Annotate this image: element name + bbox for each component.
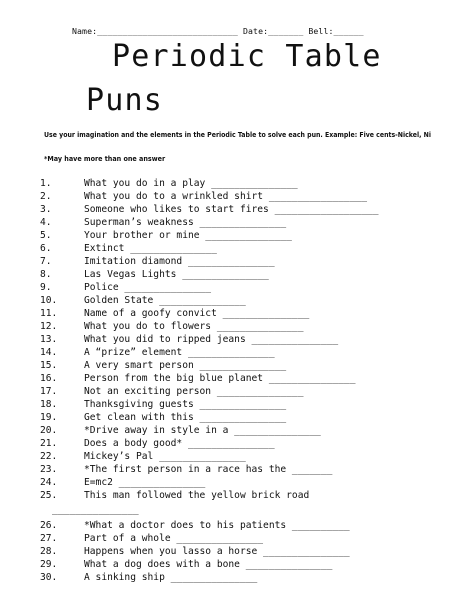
page-title-line-1: Periodic Table bbox=[112, 39, 382, 74]
question-number: 4. bbox=[40, 217, 52, 228]
question-text: Get clean with this _______________ bbox=[84, 412, 287, 423]
instructions: Use your imagination and the elements in the Periodic Table to solve each pun. Example: Five cents-Nickel, Ni bbox=[44, 131, 431, 139]
question-number: 24. bbox=[40, 477, 58, 488]
question-number: 23. bbox=[40, 464, 58, 475]
question-25-answer-line: _______________ bbox=[52, 504, 139, 515]
question-text: *The first person in a race has the _______ bbox=[84, 464, 333, 475]
question-number: 6. bbox=[40, 243, 52, 254]
question-number: 21. bbox=[40, 438, 58, 449]
question-number: 16. bbox=[40, 373, 58, 384]
question-number: 11. bbox=[40, 308, 58, 319]
question-number: 29. bbox=[40, 559, 58, 570]
question-number: 14. bbox=[40, 347, 58, 358]
question-text: Superman’s weakness _______________ bbox=[84, 217, 287, 228]
question-number: 5. bbox=[40, 230, 52, 241]
question-text: Thanksgiving guests _______________ bbox=[84, 399, 287, 410]
question-number: 7. bbox=[40, 256, 52, 267]
question-text: *Drive away in style in a _______________ bbox=[84, 425, 321, 436]
question-number: 12. bbox=[40, 321, 58, 332]
question-text: Happens when you lasso a horse _______________ bbox=[84, 546, 350, 557]
question-text: A “prize” element _______________ bbox=[84, 347, 275, 358]
question-text: Your brother or mine _______________ bbox=[84, 230, 292, 241]
question-text: Not an exciting person _______________ bbox=[84, 386, 304, 397]
question-text: Person from the big blue planet _______________ bbox=[84, 373, 356, 384]
question-text: Police _______________ bbox=[84, 282, 212, 293]
question-number: 28. bbox=[40, 546, 58, 557]
question-text: Does a body good* _______________ bbox=[84, 438, 275, 449]
multiple-answers-note: *May have more than one answer bbox=[44, 155, 166, 163]
question-number: 17. bbox=[40, 386, 58, 397]
question-text: Las Vegas Lights _______________ bbox=[84, 269, 269, 280]
question-number: 13. bbox=[40, 334, 58, 345]
question-number: 20. bbox=[40, 425, 58, 436]
question-number: 3. bbox=[40, 204, 52, 215]
question-text: What you do to a wrinkled shirt _________________ bbox=[84, 191, 368, 202]
question-number: 8. bbox=[40, 269, 52, 280]
question-text: This man followed the yellow brick road bbox=[84, 490, 310, 501]
question-number: 19. bbox=[40, 412, 58, 423]
question-number: 26. bbox=[40, 520, 58, 531]
question-text: What you do in a play _______________ bbox=[84, 178, 298, 189]
question-text: What you do to flowers _______________ bbox=[84, 321, 304, 332]
question-text: A sinking ship _______________ bbox=[84, 572, 258, 583]
question-number: 10. bbox=[40, 295, 58, 306]
question-number: 18. bbox=[40, 399, 58, 410]
question-number: 15. bbox=[40, 360, 58, 371]
question-number: 30. bbox=[40, 572, 58, 583]
page-title-line-2: Puns bbox=[86, 83, 164, 118]
question-number: 1. bbox=[40, 178, 52, 189]
question-text: Golden State _______________ bbox=[84, 295, 246, 306]
question-number: 25. bbox=[40, 490, 58, 501]
question-text: What you did to ripped jeans _______________ bbox=[84, 334, 339, 345]
question-text: What a dog does with a bone _______________ bbox=[84, 559, 333, 570]
name-date-bell-line: Name:____________________________ Date:_______ Bell:______ bbox=[72, 26, 364, 36]
question-text: Name of a goofy convict _______________ bbox=[84, 308, 310, 319]
question-text: Part of a whole _______________ bbox=[84, 533, 264, 544]
question-text: Someone who likes to start fires __________________ bbox=[84, 204, 379, 215]
question-number: 22. bbox=[40, 451, 58, 462]
question-text: A very smart person _______________ bbox=[84, 360, 287, 371]
question-number: 27. bbox=[40, 533, 58, 544]
question-text: Imitation diamond _______________ bbox=[84, 256, 275, 267]
question-text: Mickey’s Pal _______________ bbox=[84, 451, 246, 462]
question-text: Extinct _______________ bbox=[84, 243, 217, 254]
question-number: 2. bbox=[40, 191, 52, 202]
question-text: *What a doctor does to his patients __________ bbox=[84, 520, 350, 531]
question-text: E=mc2 _______________ bbox=[84, 477, 206, 488]
question-number: 9. bbox=[40, 282, 52, 293]
